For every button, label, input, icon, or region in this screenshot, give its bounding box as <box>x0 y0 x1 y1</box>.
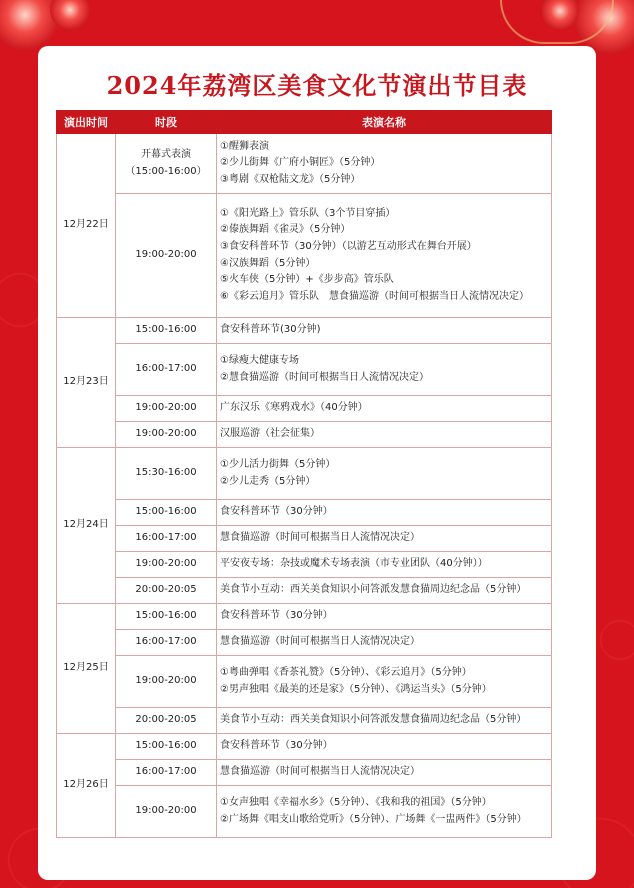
program-item: 食安科普环节（30分钟） <box>220 740 333 752</box>
date-cell: 12月24日 <box>57 448 116 604</box>
time-cell <box>116 578 217 604</box>
time-cell <box>116 396 217 422</box>
program-item: ①女声独唱《幸福水乡》（5分钟）、《我和我的祖国》（5分钟） <box>220 796 492 808</box>
time-label: 15:00-16:00 <box>135 610 197 622</box>
date-cell: 12月25日 <box>57 604 116 734</box>
program-item: ④汉族舞蹈（5分钟） <box>220 257 316 269</box>
program-item: ②男声独唱《最美的还是家》（5分钟）、《鸿运当头》（5分钟） <box>220 683 492 695</box>
program-cell <box>217 396 552 422</box>
table-row <box>57 422 552 448</box>
program-cell <box>217 500 552 526</box>
program-item: ①粤曲弹唱《香茶礼赞》（5分钟）、《彩云追月》（5分钟） <box>220 666 472 678</box>
table-row <box>57 526 552 552</box>
time-label: 19:00-20:00 <box>135 428 197 440</box>
time-label: 16:00-17:00 <box>135 636 197 648</box>
time-cell <box>116 604 217 630</box>
time-cell <box>116 526 217 552</box>
time-label: 16:00-17:00 <box>135 532 197 544</box>
time-label: 开幕式表演 <box>141 148 191 160</box>
table-row <box>57 760 552 786</box>
table-header-row <box>57 111 552 134</box>
time-label: 19:00-20:00 <box>135 402 197 414</box>
time-cell <box>116 448 217 500</box>
time-cell <box>116 656 217 708</box>
time-label: （15:00-16:00） <box>125 165 207 177</box>
time-cell <box>116 194 217 318</box>
time-cell <box>116 786 217 838</box>
time-label: 20:00-20:05 <box>135 714 197 726</box>
program-item: ①《阳光路上》管乐队（3个节目穿插） <box>220 207 396 219</box>
program-item: ①醒狮表演 <box>220 140 269 152</box>
date-cell: 12月26日 <box>57 734 116 838</box>
date-cell: 12月22日 <box>57 134 116 318</box>
time-label: 15:00-16:00 <box>135 506 197 518</box>
table-row <box>57 786 552 838</box>
table-row <box>57 500 552 526</box>
program-item: ②傣族舞蹈《雀灵》（5分钟） <box>220 224 351 236</box>
page-title: 2024年荔湾区美食文化节演出节目表 <box>106 71 528 100</box>
time-label: 19:00-20:00 <box>135 249 197 261</box>
program-item: ②慧食猫巡游（时间可根据当日人流情况决定） <box>220 371 429 383</box>
program-cell <box>217 448 552 500</box>
table-row <box>57 134 552 194</box>
program-cell <box>217 578 552 604</box>
date-cell: 12月23日 <box>57 318 116 448</box>
program-item: ③粤剧《双枪陆文龙》（5分钟） <box>220 173 361 185</box>
program-item: ⑤火车侠（5分钟）+《步步高》管乐队 <box>220 274 394 286</box>
header-date: 演出时间 <box>57 111 116 134</box>
time-label: 15:00-16:00 <box>135 324 197 336</box>
table-row <box>57 734 552 760</box>
program-item: ②少儿街舞《广府小铜匠》（5分钟） <box>220 157 381 169</box>
program-cell <box>217 630 552 656</box>
time-label: 19:00-20:00 <box>135 558 197 570</box>
time-cell <box>116 134 217 194</box>
program-cell <box>217 734 552 760</box>
program-cell <box>217 786 552 838</box>
table-row <box>57 344 552 396</box>
program-item: 食安科普环节(30分钟) <box>220 324 321 336</box>
time-label: 19:00-20:00 <box>135 805 197 817</box>
time-cell <box>116 422 217 448</box>
program-item: 食安科普环节（30分钟） <box>220 610 333 622</box>
program-cell <box>217 604 552 630</box>
program-item: ③食安科普环节（30分钟）（以游艺互动形式在舞台开展） <box>220 240 477 252</box>
header-program: 表演名称 <box>217 111 552 134</box>
program-item: 广东汉乐《寒鸦戏水》（40分钟） <box>220 402 368 414</box>
time-cell <box>116 552 217 578</box>
program-item: 美食节小互动：西关美食知识小问答派发慧食猫周边纪念品（5分钟） <box>220 714 527 726</box>
table-row <box>57 448 552 500</box>
program-item: 平安夜专场：杂技或魔术专场表演（市专业团队（40分钟）） <box>220 558 488 570</box>
time-label: 16:00-17:00 <box>135 766 197 778</box>
time-cell <box>116 760 217 786</box>
program-item: 美食节小互动：西关美食知识小问答派发慧食猫周边纪念品（5分钟） <box>220 584 527 596</box>
time-cell <box>116 344 217 396</box>
program-item: 汉服巡游（社会征集） <box>220 428 320 440</box>
program-item: ①绿瘦大健康专场 <box>220 354 299 366</box>
time-label: 20:00-20:05 <box>135 584 197 596</box>
table-row <box>57 194 552 318</box>
table-row <box>57 604 552 630</box>
program-item: 食安科普环节（30分钟） <box>220 506 333 518</box>
table-row <box>57 396 552 422</box>
program-cell <box>217 760 552 786</box>
program-item: 慧食猫巡游（时间可根据当日人流情况决定） <box>220 532 420 544</box>
time-label: 16:00-17:00 <box>135 363 197 375</box>
program-item: 慧食猫巡游（时间可根据当日人流情况决定） <box>220 636 420 648</box>
time-cell <box>116 708 217 734</box>
time-cell <box>116 734 217 760</box>
program-cell <box>217 656 552 708</box>
program-item: ⑥《彩云追月》管乐队 慧食猫巡游（时间可根据当日人流情况决定） <box>220 290 529 302</box>
program-item: ①少儿活力街舞（5分钟） <box>220 458 336 470</box>
header-time: 时段 <box>116 111 217 134</box>
program-item: ②少儿走秀（5分钟） <box>220 475 316 487</box>
program-cell <box>217 194 552 318</box>
table-row <box>57 552 552 578</box>
table-row <box>57 708 552 734</box>
program-item: ②广场舞《唱支山歌给党听》（5分钟）、广场舞《一盅两件》（5分钟） <box>220 813 527 825</box>
table-row <box>57 318 552 344</box>
program-cell <box>217 318 552 344</box>
program-item: 慧食猫巡游（时间可根据当日人流情况决定） <box>220 766 420 778</box>
time-label: 15:30-16:00 <box>135 467 197 479</box>
time-cell <box>116 318 217 344</box>
program-cell <box>217 134 552 194</box>
table-row <box>57 656 552 708</box>
table-row <box>57 630 552 656</box>
table-row <box>57 578 552 604</box>
program-cell <box>217 422 552 448</box>
time-cell <box>116 500 217 526</box>
program-cell <box>217 552 552 578</box>
schedule-table <box>56 110 552 838</box>
program-cell <box>217 708 552 734</box>
time-cell <box>116 630 217 656</box>
program-cell <box>217 344 552 396</box>
time-label: 19:00-20:00 <box>135 675 197 687</box>
program-cell <box>217 526 552 552</box>
time-label: 15:00-16:00 <box>135 740 197 752</box>
